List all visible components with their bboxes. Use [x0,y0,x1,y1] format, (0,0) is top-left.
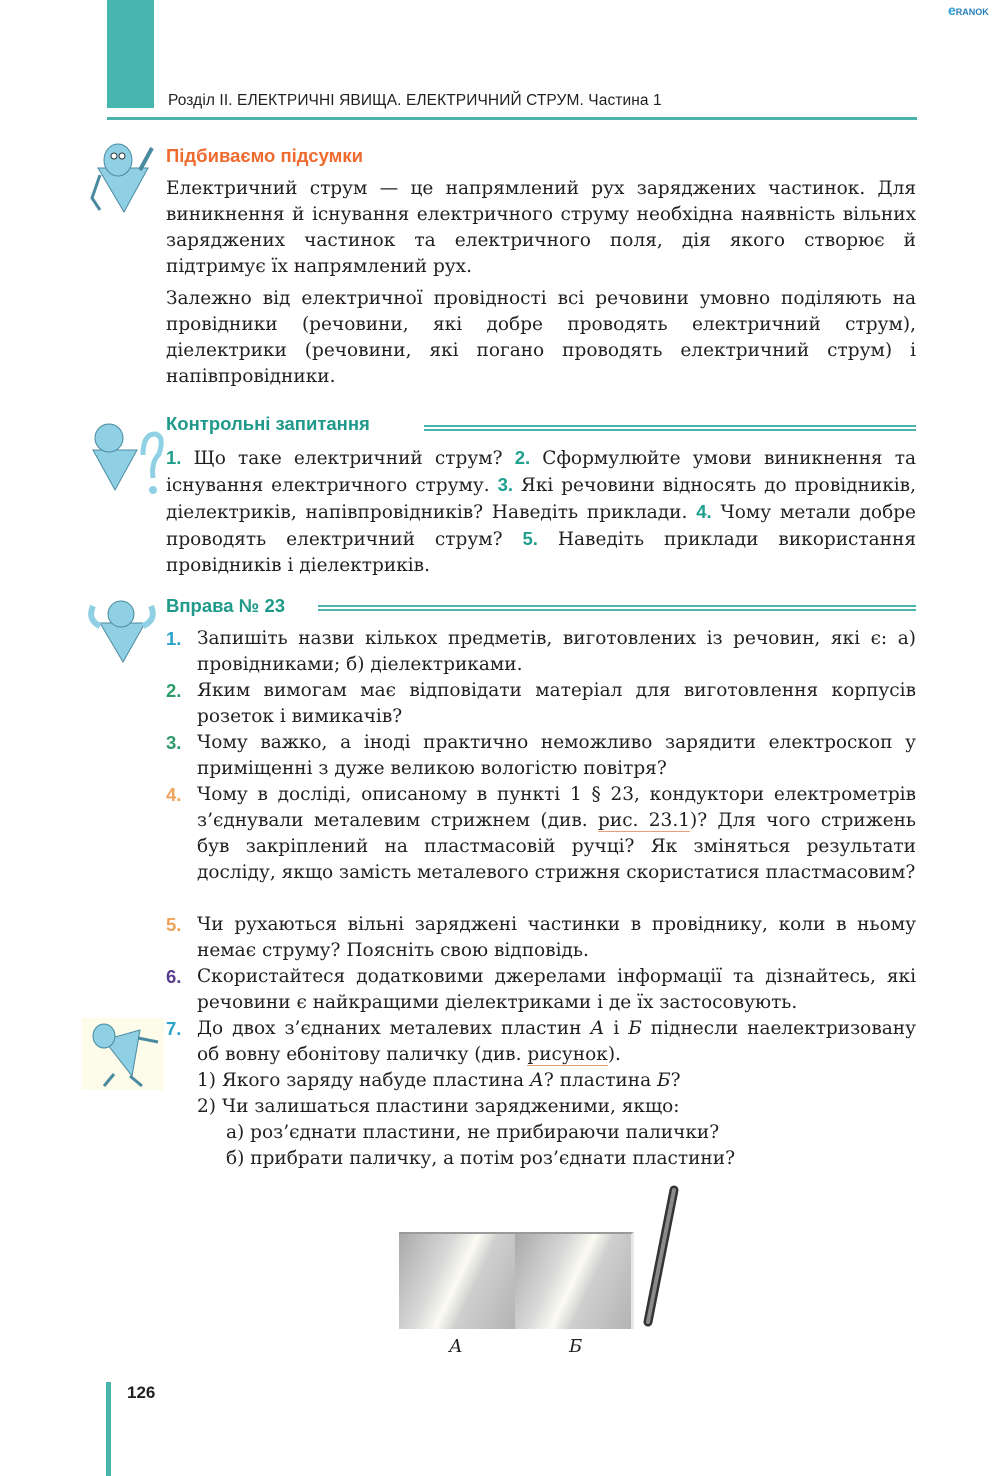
exercise-item-7: 7. До двох з’єднаних металевих пластин А і Б піднесли наелектризовану об вовну ебонітову паличку (див. рисунок). [166,1018,916,1065]
mascot-pointing-icon [90,140,160,215]
exercise-item-5: 5. Чи рухаються вільні заряджені частинки в провіднику, коли в ньому немає струму? Поясніть свою відповідь. [166,914,916,961]
plate-a-label: А [449,1336,463,1357]
page-number: 126 [127,1383,156,1402]
chapter-tab-decoration [107,0,154,108]
item-7-question-2: 2) Чи залишаться пластини зарядженими, якщо: [197,1096,680,1117]
mascot-thinking-icon [82,1018,164,1090]
plate-b-label: Б [569,1336,583,1357]
exercise-item-3: 3. Чому важко, а іноді практично неможливо зарядити електроскоп у приміщенні з дуже великою вологістю повітря? [166,732,916,779]
exercise-item-4: 4. Чому в досліді, описаному в пункті 1 § 23, кондуктори електрометрів з’єднували металевим стрижнем (див. рис. 23.1)? Для чого стрижень був закріплений на пластмасовій ручці? Як зміняться результати досліду, якщо замість металевого стрижня скористатися пластмасовим? [166,784,916,883]
chapter-header: Розділ II. ЕЛЕКТРИЧНІ ЯВИЩА. ЕЛЕКТРИЧНИЙ СТРУМ. Частина 1 [168,92,662,109]
questions-heading-rule [424,425,916,431]
publisher-logo: eRANOK [948,2,989,18]
summary-paragraph-2: Залежно від електричної провідності всі речовини умовно поділяють на провідники (речовини, які добре проводять електричний струм), діелектрики (речовини, які погано проводять електричний струм) і напівпровідники. [166,288,916,387]
mascot-flexing-icon [85,598,165,666]
mascot-question-icon [85,420,165,500]
item-7-question-2b: б) прибрати паличку, а потім роз’єднати пластини? [226,1148,736,1169]
exercise-item-1: 1. Запишіть назви кількох предметів, виготовлених із речовин, які є: а) провідниками; б) діелектриками. [166,628,916,675]
item-7-question-1: 1) Якого заряду набуде пластина А? пластина Б? [197,1070,681,1091]
exercise-heading-rule [318,605,916,611]
item-7-question-2a: а) роз’єднати пластини, не прибираючи палички? [226,1122,720,1143]
questions-heading: Контрольні запитання [166,413,370,434]
figure-link-23-1[interactable]: рис. 23.1 [598,810,690,831]
exercise-heading: Вправа № 23 [166,595,286,616]
figure-link-drawing[interactable]: рисунок [527,1044,608,1065]
summary-heading: Підбиваємо підсумки [166,145,363,166]
page-number-bar [106,1382,111,1476]
exercise-item-2: 2. Яким вимогам має відповідати матеріал для виготовлення корпусів розеток і вимикачів? [166,680,916,727]
exercise-item-6: 6. Скористайтеся додатковими джерелами інформації та дізнайтесь, які речовини є найкращими діелектриками і де їх застосовують. [166,966,916,1013]
metal-plate-a [399,1232,515,1329]
ebonite-rod-icon [638,1182,684,1330]
header-divider [107,117,917,120]
metal-plate-b [515,1232,634,1329]
summary-paragraph-1: Електричний струм — це напрямлений рух заряджених частинок. Для виникнення й існування електричного струму необхідна наявність вільних заряджених частинок та електричного поля, дія якого створює й підтримує їх напрямлений рух. [166,178,916,277]
questions-list: 1. Що таке електричний струм? 2. Сформулюйте умови виникнення та існування електричного струму. 3. Які речовини відносять до провідників, діелектриків, напівпровідників? Наведіть приклади. 4. Чому метали добре проводять електричний струм? 5. Наведіть приклади використання провідників і діелектриків. [166,447,917,576]
